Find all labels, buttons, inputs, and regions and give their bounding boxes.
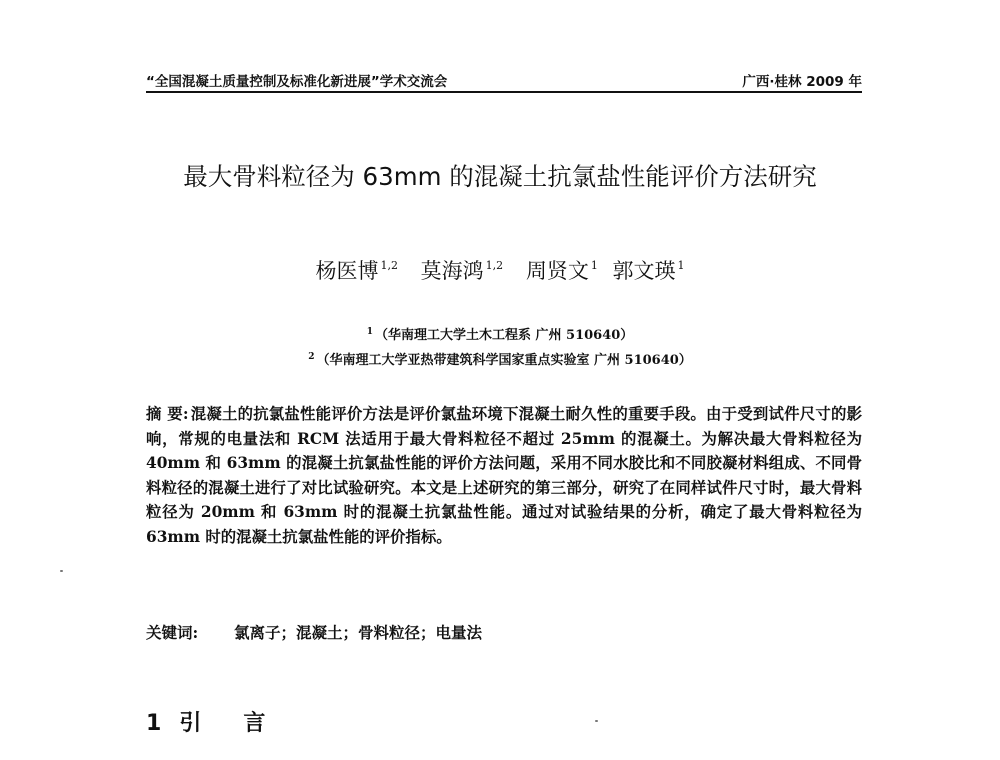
affiliation-text: （华南理工大学土木工程系 广州 510640）	[374, 328, 634, 343]
affiliation-1	[0, 324, 1000, 343]
author-name: 莫海鸿	[420, 259, 484, 283]
abstract-label: 摘 要:	[146, 405, 189, 423]
section-heading	[146, 706, 307, 737]
author-affiliation-mark: 1,2	[485, 259, 504, 272]
author-name: 杨医博	[315, 259, 379, 283]
section-number: 1	[146, 711, 162, 736]
abstract-body: 混凝土的抗氯盐性能评价方法是评价氯盐环境下混凝土耐久性的重要手段。由于受到试件尺寸的影响，常规的电量法和 RCM 法适用于最大骨料粒径不超过 25mm 的混凝土。为解决最大骨料粒径为 40mm 和 63mm 的混凝土抗氯盐性能的评价方法问题，采用不同水胶比和不同胶凝材料组成、不同骨料粒径的混凝土进行了对比试验研究。本文是上述研究的第三部分，研究了在同样试件尺寸时，最大骨料粒径为 20mm 和 63mm 时的混凝土抗氯盐性能。通过对试验结果的分析，确定了最大骨料粒径为 63mm 时的混凝土抗氯盐性能的评价指标。	[146, 405, 862, 546]
author	[526, 259, 598, 283]
running-header-location-year: 广西·桂林 2009 年	[742, 74, 862, 90]
affiliation-text: （华南理工大学亚热带建筑科学国家重点实验室 广州 510640）	[316, 353, 692, 368]
header-divider	[146, 91, 862, 93]
author-affiliation-mark: 1	[677, 259, 685, 272]
section-title: 引言	[179, 711, 308, 736]
abstract	[146, 402, 862, 549]
author-name: 郭文瑛	[612, 259, 676, 283]
author-affiliation-mark: 1	[590, 259, 598, 272]
running-header-conference: “全国混凝土质量控制及标准化新进展”学术交流会	[146, 74, 448, 90]
keywords-label: 关键词:	[146, 623, 199, 642]
author	[613, 259, 685, 283]
affiliation-mark: 1	[366, 327, 373, 337]
scan-speck	[60, 570, 63, 572]
keywords-list: 氯离子；混凝土；骨料粒径；电量法	[234, 623, 483, 642]
author	[315, 259, 398, 283]
affiliation-2	[0, 349, 1000, 368]
author-name: 周贤文	[525, 259, 589, 283]
author	[421, 259, 504, 283]
author-list	[0, 255, 1000, 285]
affiliation-mark: 2	[308, 352, 315, 362]
scan-speck	[595, 720, 598, 722]
paper-title: 最大骨料粒径为 63mm 的混凝土抗氯盐性能评价方法研究	[183, 162, 817, 191]
keywords	[146, 621, 482, 643]
author-affiliation-mark: 1,2	[380, 259, 398, 272]
